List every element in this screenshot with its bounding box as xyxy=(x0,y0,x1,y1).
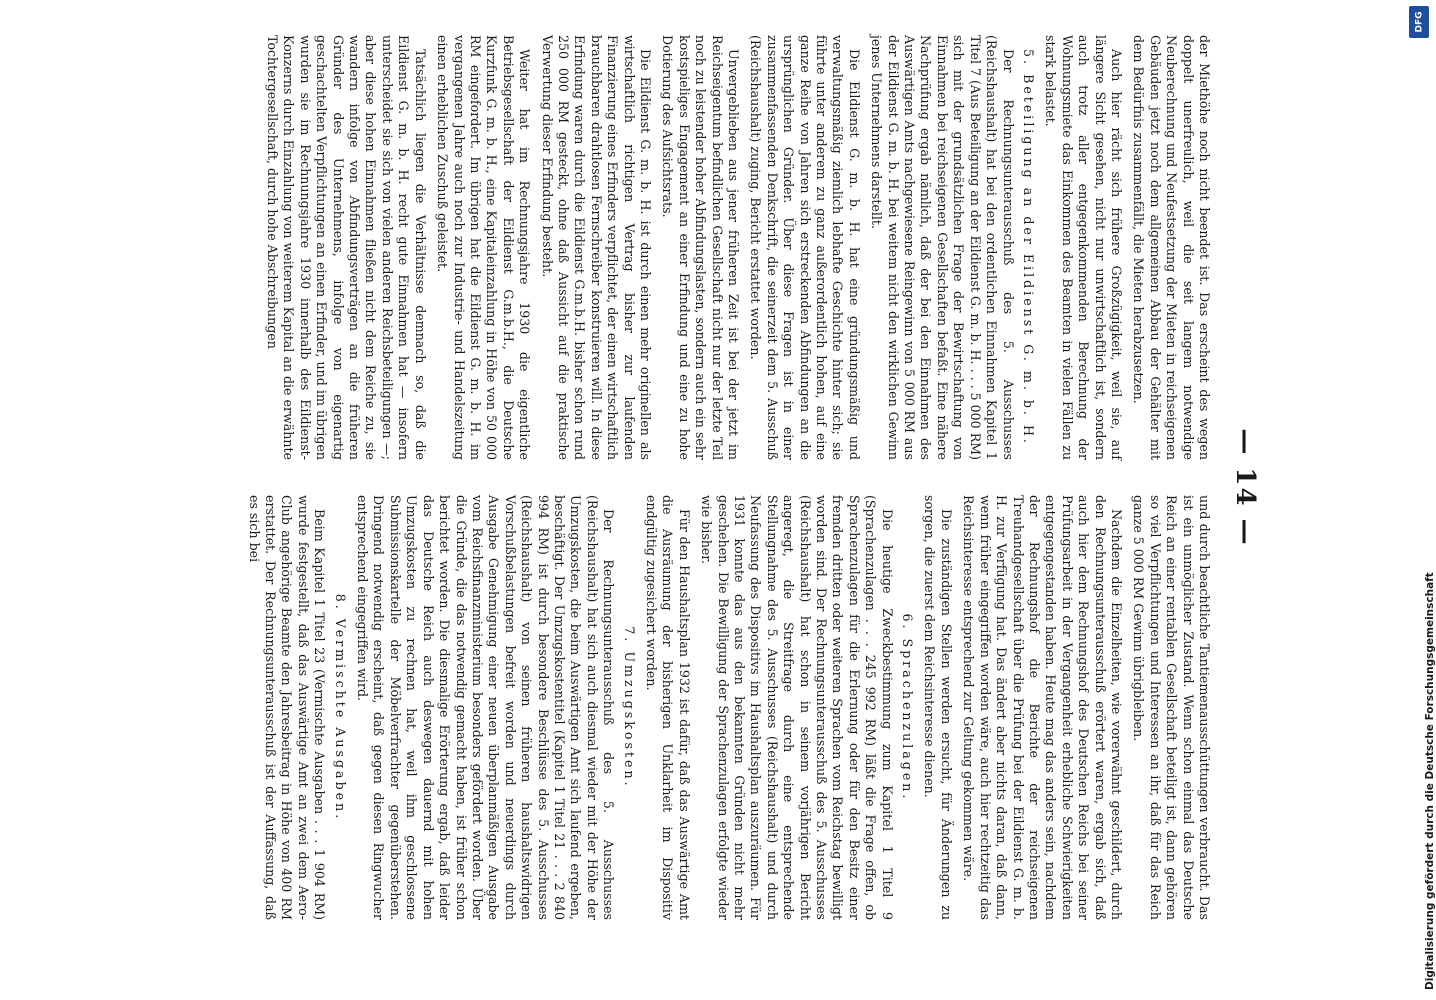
section-heading: 6. Sprachenzulagen. xyxy=(900,613,916,802)
body-paragraph: Tatsächlich liegen die Verhältnisse demnach so, daß die Eildienst G. m. b. H. recht gute Einnahmen hat — insofern unterscheidet sie sich von vielen anderen Reichsbeteiligungen —; aber diese hohen Einnahmen fließen nicht dem Reiche zu, sie wandern infolge von Abfindungsverträgen an die früheren Gründer des Unternehmens, infolge von eigenartig geschachtelten Verpflichtungen an einen Erfinder, und im übrigen wurden sie im Rechnungsjahre 1930 innerhalb des Eildienst-Konzerns durch Einzahlung von weiterem Kapital an die erwähnte Tochtergesellschaft, durch hohe Abschreibungen xyxy=(265,35,428,460)
section-heading: 7. Umzugskosten. xyxy=(621,626,637,789)
body-paragraph: der Miethöhe noch nicht beendet ist. Das erscheint des wegen doppelt unerfreulich, weil die seit langem notwendige Neuberechnung und Neufestsetzung der Mieten in reichseigenen Gebäuden jetzt noch dem allgemeinen Abbau der Gehälter mit dem Bedürfnis zusammenfällt, die Mieten herabzusetzen. xyxy=(1131,35,1212,460)
body-paragraph: Auch hier rächt sich frühere Großzügigkeit, weil sie, auf längere Sicht gesehen, nicht nur unwirtschaftlich ist, sondern auch trotz aller entgegenkommenden Berechnung der Wohnungsmiete das Einkommen des Beamten in vielen Fällen zu stark belastet. xyxy=(1043,35,1124,460)
digitization-credit-note: Digitalisierung gefördert durch die Deutsche Forschungsgemeinschaft xyxy=(1424,572,1436,990)
body-paragraph: und durch beachtliche Tantiemenausschüttungen verbraucht. Das ist ein unmöglicher Zustand. Wenn schon einmal das Deutsche Reich an einer rentablen Gesellschaft beteiligt ist, dann gehören so viel Verpflichtungen und Interessen an ihr, daß für das Reich ganze 5 000 RM Gewinn übrigbleiben. xyxy=(1131,495,1212,920)
body-paragraph: Nachdem die Einzelheiten, wie vorerwähnt geschildert, durch den Rechnungsunterausschuß erörtert waren, ergab sich, daß auch hier dem Rechnungshof des Deutschen Reichs bei seiner Prüfungsarbeit in der Vergangenheit erhebliche Schwierigkeiten entgegengestanden haben. Heute mag das anders sein, nachdem der Rechnungshof die Berichte der reichseigenen Treuhandgesellschaft über die Prüfung bei der Eildienst G. m. b. H. zur Verfügung hat. Das ändert aber nichts daran, daß dann, wenn früher eingegriffen worden wäre, auch hier rechtzeitig das Reichsinteresse entsprechend zur Geltung gekommen wäre. xyxy=(961,495,1124,920)
body-paragraph: Beim Kapitel 1 Titel 23 (Vermischte Ausgaben . . . 1 904 RM) wurde festgestellt, daß das Auswärtige Amt an zwei dem Aero-Club angehörige Beamte den Jahresbeitrag in Höhe von 400 RM erstattet. Der Rechnungsunterausschuß ist der Auffassung, daß es sich bei xyxy=(246,495,328,920)
body-paragraph: Die Eildienst G. m. b. H. hat eine gründungsmäßig und verwaltungsmäßig ziemlich lebhafte Geschichte hinter sich; sie führte unter anderem zu ganz außerordentlich hohen, auf eine ganze Reihe von Jahren sich erstreckenden Abfindungen an die ursprünglichen Gründer. Über diese Fragen ist in einer zusammenfassenden Denkschrift, die seinerzeit dem 5. Ausschuß (Reichshaushalt) zuging, Bericht erstattet worden. xyxy=(748,35,862,460)
digitization-sidebar xyxy=(1405,0,1434,1000)
body-paragraph: Weiter hat im Rechnungsjahre 1930 die eigentliche Betriebsgesellschaft der Eildienst G.m.b.H., die Deutsche Kurzfunk G. m. b. H., eine Kapitaleinzahlung in Höhe von 50 000 RM eingefordert. Im übrigen hat die Eildienst G. m. b. H. im vergangenen Jahre auch noch zur Industrie- und Handelszeitung einen erheblichen Zuschuß geleistet. xyxy=(435,35,533,460)
page-number-header xyxy=(1220,35,1260,940)
page-number: — 14 — xyxy=(1230,428,1260,547)
body-paragraph: Unvergeblieben aus jener früheren Zeit ist bei der jetzt im Reichseigentum befindlichen Gesellschaft nicht nur der letzte Teil noch zu leistender hoher Abfindungslasten, sondern auch ein sehr kostspieliges Engagement an einer Erfindung und eine zu hohe Dotierung des Aufsichtsrats. xyxy=(660,35,742,460)
dfg-logo-icon xyxy=(1409,6,1429,38)
section-heading: 8. Vermischte Ausgaben. xyxy=(332,593,348,822)
document-page xyxy=(70,35,1260,940)
body-paragraph: Für den Haushaltsplan 1932 ist dafür, daß das Auswärtige Amt die Ausräumung der bisherigen Unklarheit im Dispositiv endgültig zugesichert worden. xyxy=(644,495,692,920)
body-paragraph: Der Rechnungsunterausschuß des 5. Ausschusses (Reichshaushalt) hat bei den ordentlichen Einnahmen Kapitel 1 Titel 7 (Aus Beteiligung an der Eildienst G. m. b. H. . . . 5 000 RM) sich mit der grundsätzlichen Frage der Bewirtschaftung von Einnahmen bei reichseigenen Gesellschaften befaßt. Eine nähere Nachprüfung ergab nämlich, daß der bei den Einnahmen des Auswärtigen Amts nachgewiesene Reingewinn von 5 000 RM aus der Eildienst G. m. b. H. bei weitem nicht den wirklichen Gewinn jenes Unternehmens darstellt. xyxy=(869,35,1016,460)
right-text-column xyxy=(239,495,1212,920)
section-heading: 5. Beteiligung an der Eildienst G. m. b. H. xyxy=(1020,49,1036,446)
body-paragraph: Der Rechnungsunterausschuß des 5. Ausschusses (Reichshaushalt) hat sich auch diesmal wieder mit der Höhe der Umzugskosten, die beim Auswärtigen Amt sich laufend ergeben, beschäftigt. Der Umzugskostentitel (Kapitel 1 Titel 21 . . . 2 840 994 RM) ist durch besondere Beschlüsse des 5. Ausschusses (Reichshaushalt) von seinen früheren haushaltswidrigen Vorschußbelastungen befreit worden und neuerdings durch Ausgabe Genehmigung einer neuen überplanmäßigen Ausgabe vom Reichsfinanzministerium besonders gefördert worden. Über die Gründe, die das notwendig gemacht haben, ist früher schon berichtet worden. Die diesmalige Erörterung ergab, daß leider das Deutsche Reich auch deswegen dauernd mit hohen Umzugskosten zu rechnen hat, weil ihm geschlossene Submissionskartelle der Möbelverfrachter gegenüberstehen. Dringend notwendig erscheint, daß gegen diesen Ringwucher entsprechend eingegriffen wird. xyxy=(355,495,617,920)
left-text-column xyxy=(258,35,1212,460)
body-paragraph: Die heutige Zweckbestimmung zum Kapitel 1 Titel 9 (Sprachenzulagen . . . 245 992 RM) läßt die Frage offen, ob Sprachenzulagen für die Erlernung oder für den Besitz einer fremden dritten oder weiteren Sprachen vom Reichstag bewilligt worden sind. Der Rechnungsunterausschuß des 5. Ausschusses (Reichshaushalt) hat schon in seinem vorjährigen Bericht angeregt, die Streitfrage durch eine entsprechende Stellungnahme des 5. Ausschusses (Reichshaushalt) und durch Neufassung des Dispositivs im Haushaltsplan auszuräumen. Für 1931 konnte das aus den bekannten Gründen nicht mehr geschehen. Die Bewilligung der Sprachenzulagen erfolgte wieder wie bisher. xyxy=(699,495,895,920)
body-paragraph: Die Eildienst G. m. b. H. ist durch einen mehr originellen als wirtschaftlich richtigen Vertrag bisher zur laufenden Finanzierung eines Erfinders verpflichtet, der einen wirtschaftlich brauchbaren drahtlosen Fernschreiber konstruieren will. In diese Erfindung waren durch die Eildienst G.m.b.H. bisher schon rund 250 000 RM gesteckt, ohne daß Aussicht auf die praktische Verwertung dieser Erfindung besteht. xyxy=(539,35,653,460)
dfg-logo-text: DFG xyxy=(1414,11,1425,33)
body-paragraph: Die zuständigen Stellen werden ersucht, für Änderungen zu sorgen, die zuerst dem Reichsinteresse dienen. xyxy=(922,495,954,920)
